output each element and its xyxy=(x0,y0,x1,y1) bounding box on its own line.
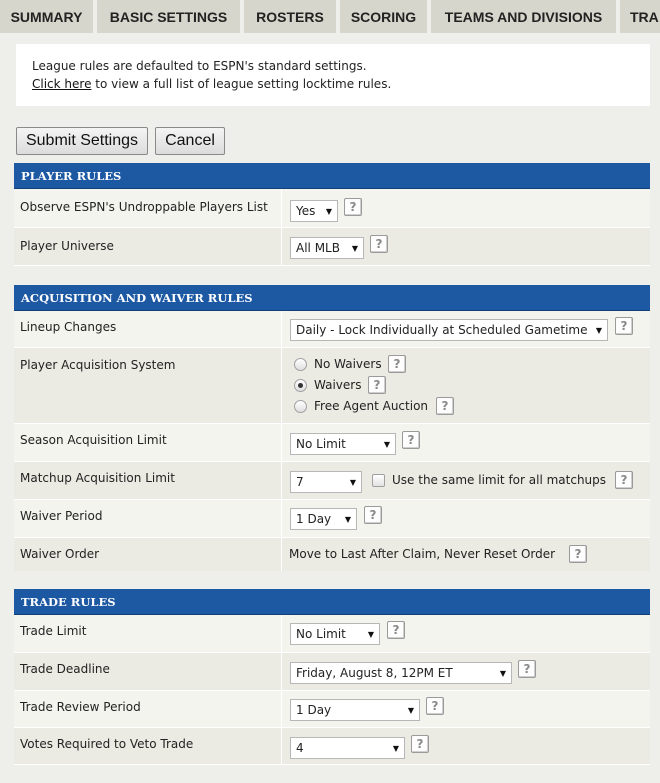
radio-label: No Waivers xyxy=(314,357,382,371)
help-icon[interactable]: ? xyxy=(518,660,536,678)
veto-votes-select-value: 4 xyxy=(296,741,304,755)
submit-settings-button[interactable]: Submit Settings xyxy=(16,127,148,155)
notice-text: League rules are defaulted to ESPN's standard settings. xyxy=(32,59,367,73)
tab-bar xyxy=(0,0,659,36)
veto-votes-label: Votes Required to Veto Trade xyxy=(20,737,194,751)
chevron-down-icon: ▼ xyxy=(383,440,390,449)
waiver-period-label: Waiver Period xyxy=(20,509,103,523)
trade-deadline-label: Trade Deadline xyxy=(20,662,110,676)
lineup-changes-label: Lineup Changes xyxy=(20,320,117,334)
radio-button[interactable] xyxy=(294,358,307,371)
chevron-down-icon: ▼ xyxy=(344,515,351,524)
trade-deadline-select[interactable] xyxy=(290,662,512,684)
notice-box xyxy=(16,44,650,106)
trade-rules-section xyxy=(14,589,650,765)
help-icon[interactable]: ? xyxy=(615,317,633,335)
help-icon[interactable]: ? xyxy=(436,397,454,415)
waiver-period-select[interactable] xyxy=(290,508,357,530)
undroppable-select-value: Yes xyxy=(296,204,316,218)
undroppable-row xyxy=(14,189,650,228)
help-icon[interactable]: ? xyxy=(411,735,429,753)
chevron-down-icon: ▼ xyxy=(325,207,332,216)
undroppable-value-cell xyxy=(281,189,651,227)
trade-limit-label: Trade Limit xyxy=(20,624,87,638)
trade-limit-row xyxy=(14,615,650,653)
chevron-down-icon: ▼ xyxy=(351,244,358,253)
notice-line2-text: to view a full list of league setting locktime rules. xyxy=(91,77,392,91)
waiver-order-value-cell xyxy=(281,538,651,571)
player-universe-select-value: All MLB xyxy=(296,241,340,255)
player-universe-row xyxy=(14,228,650,266)
tab-basic-settings[interactable]: BASIC SETTINGS xyxy=(97,0,240,33)
season-limit-select-value: No Limit xyxy=(296,437,346,451)
same-limit-checkbox[interactable] xyxy=(372,474,385,487)
tab-trades[interactable]: TRA xyxy=(620,0,660,33)
trade-limit-value-cell xyxy=(281,615,651,652)
tab-teams-and-divisions[interactable]: TEAMS AND DIVISIONS xyxy=(431,0,616,33)
help-icon[interactable]: ? xyxy=(426,697,444,715)
undroppable-label: Observe ESPN's Undroppable Players List xyxy=(20,200,268,214)
help-icon[interactable]: ? xyxy=(368,376,386,394)
trade-rules-header: TRADE RULES xyxy=(14,589,650,615)
trade-deadline-select-value: Friday, August 8, 12PM ET xyxy=(296,666,453,680)
lineup-changes-select-value: Daily - Lock Individually at Scheduled Gametime xyxy=(296,323,588,337)
chevron-down-icon: ▼ xyxy=(595,326,602,335)
veto-votes-select[interactable] xyxy=(290,737,405,759)
player-universe-select[interactable] xyxy=(290,237,364,259)
matchup-limit-select[interactable] xyxy=(290,471,362,493)
player-rules-section xyxy=(14,163,650,266)
waiver-period-value-cell xyxy=(281,500,651,537)
chevron-down-icon: ▼ xyxy=(349,478,356,487)
acquisition-system-row xyxy=(14,348,650,424)
acquisition-system-label: Player Acquisition System xyxy=(20,358,176,372)
lineup-changes-value-cell xyxy=(281,311,651,347)
same-limit-checkbox-label[interactable]: Use the same limit for all matchups xyxy=(392,473,607,487)
waiver-period-row xyxy=(14,500,650,538)
veto-votes-row xyxy=(14,728,650,765)
waiver-order-label: Waiver Order xyxy=(20,547,100,561)
matchup-limit-row xyxy=(14,462,650,500)
notice-line2 xyxy=(32,77,391,91)
help-icon[interactable]: ? xyxy=(344,198,362,216)
lineup-changes-row xyxy=(14,311,650,348)
help-icon[interactable]: ? xyxy=(402,431,420,449)
acquisition-header: ACQUISITION AND WAIVER RULES xyxy=(14,285,650,311)
help-icon[interactable]: ? xyxy=(370,235,388,253)
season-limit-value-cell xyxy=(281,424,651,461)
help-icon[interactable]: ? xyxy=(364,506,382,524)
chevron-down-icon: ▼ xyxy=(499,669,506,678)
player-rules-header: PLAYER RULES xyxy=(14,163,650,189)
trade-review-row xyxy=(14,691,650,728)
trade-deadline-row xyxy=(14,653,650,691)
tab-summary[interactable]: SUMMARY xyxy=(0,0,93,33)
locktime-rules-link[interactable]: Click here xyxy=(32,77,92,91)
radio-button[interactable] xyxy=(294,400,307,413)
season-limit-select[interactable] xyxy=(290,433,396,455)
cancel-button[interactable]: Cancel xyxy=(155,127,225,155)
acquisition-section xyxy=(14,285,650,571)
help-icon[interactable]: ? xyxy=(387,621,405,639)
lineup-changes-select[interactable] xyxy=(290,319,608,341)
tab-scoring[interactable]: SCORING xyxy=(340,0,427,33)
chevron-down-icon: ▼ xyxy=(407,706,414,715)
matchup-limit-label: Matchup Acquisition Limit xyxy=(20,471,175,485)
acquisition-system-value-cell xyxy=(281,348,651,423)
help-icon[interactable]: ? xyxy=(569,545,587,563)
matchup-limit-select-value: 7 xyxy=(296,475,304,489)
waiver-period-select-value: 1 Day xyxy=(296,512,332,526)
trade-limit-select[interactable] xyxy=(290,623,380,645)
trade-review-select[interactable] xyxy=(290,699,420,721)
veto-votes-value-cell xyxy=(281,728,651,764)
player-universe-value-cell xyxy=(281,228,651,265)
help-icon[interactable]: ? xyxy=(388,355,406,373)
player-universe-label: Player Universe xyxy=(20,239,114,253)
season-limit-row xyxy=(14,424,650,462)
season-limit-label: Season Acquisition Limit xyxy=(20,433,167,447)
chevron-down-icon: ▼ xyxy=(392,744,399,753)
radio-button-selected[interactable] xyxy=(294,379,307,392)
undroppable-select[interactable] xyxy=(290,200,338,222)
trade-deadline-value-cell xyxy=(281,653,651,690)
waiver-order-row xyxy=(14,538,650,571)
chevron-down-icon: ▼ xyxy=(367,630,374,639)
trade-review-value-cell xyxy=(281,691,651,727)
waiver-order-value: Move to Last After Claim, Never Reset Order xyxy=(289,547,556,561)
tab-rosters[interactable]: ROSTERS xyxy=(244,0,336,33)
trade-review-label: Trade Review Period xyxy=(20,700,141,714)
radio-label: Waivers xyxy=(314,378,362,392)
matchup-limit-value-cell xyxy=(281,462,651,499)
help-icon[interactable]: ? xyxy=(615,471,633,489)
radio-label: Free Agent Auction xyxy=(314,399,429,413)
trade-review-select-value: 1 Day xyxy=(296,703,332,717)
trade-limit-select-value: No Limit xyxy=(296,627,346,641)
